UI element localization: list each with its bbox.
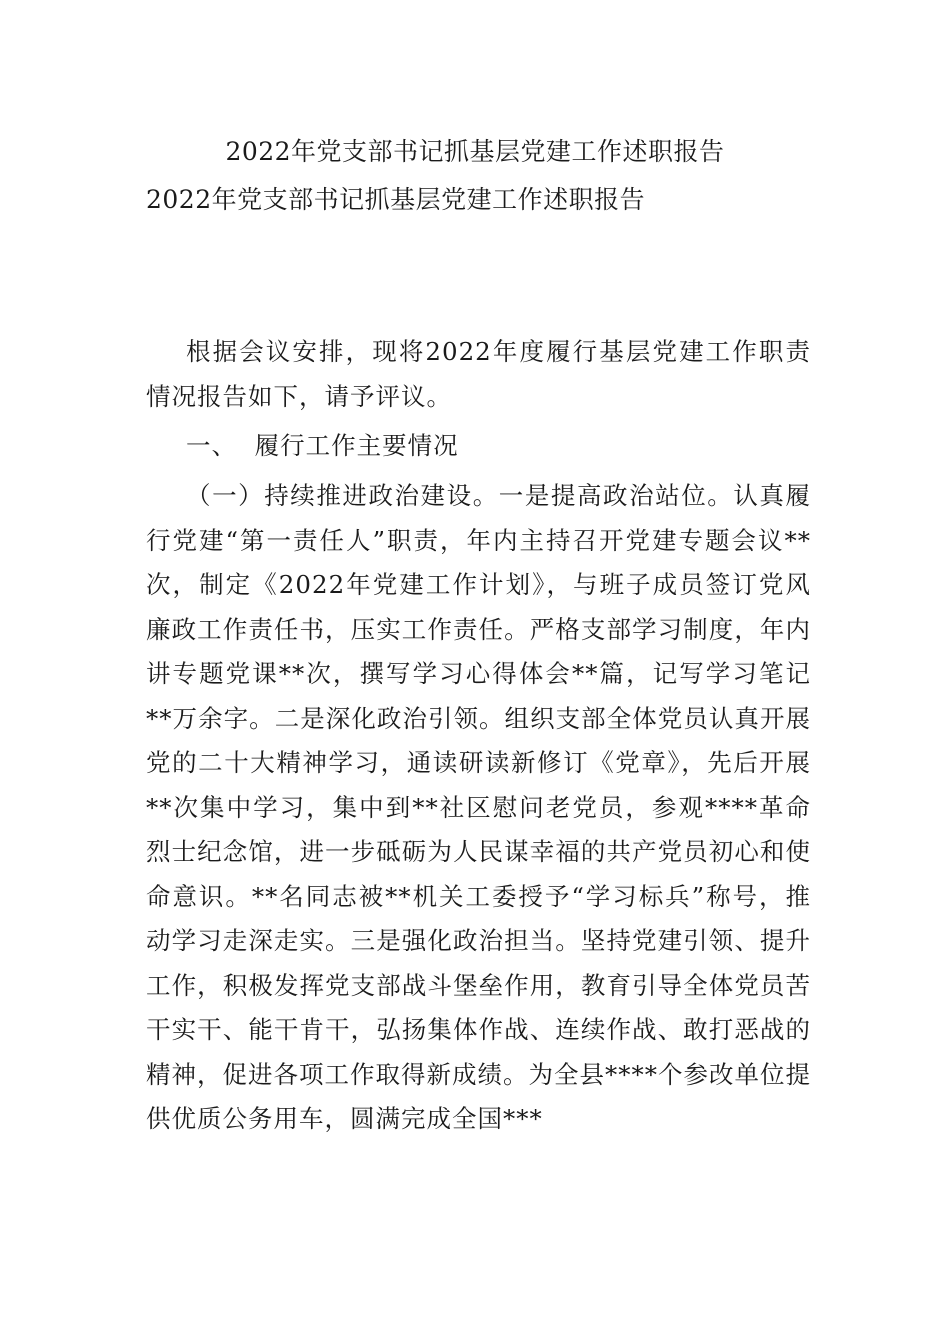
document-title-centered: 2022年党支部书记抓基层党建工作述职报告 [225,137,725,166]
intro-paragraph: 根据会议安排，现将2022年度履行基层党建工作职责情况报告如下，请予评议。 [146,337,811,411]
body-paragraph: （一）持续推进政治建设。一是提高政治站位。认真履行党建“第一责任人”职责，年内主持召开党建专题会议**次，制定《2022年党建工作计划》，与班子成员签订党风廉政工作责任书，压实工作责任。严格支部学习制度，年内讲专题党课**次，撰写学习心得体会**篇，记写学习笔记**万余字。二是深化政治引领。组织支部全体党员认真开展党的二十大精神学习，通读研读新修订《党章》，先后开展**次集中学习，集中到**社区慰问老党员，参观****革命烈士纪念馆，进一步砥砺为人民谋幸福的共产党员初心和使命意识。**名同志被**机关工委授予“学习标兵”称号，推动学习走深走实。三是强化政治担当。坚持党建引领、提升工作，积极发挥党支部战斗堡垒作用，教育引导全体党员苦干实干、能干肯干，弘扬集体作战、连续作战、敢打恶战的精神，促进各项工作取得新成绩。为全县****个参改单位提供优质公务用车，圆满完成全国*** [146,481,811,1133]
document-title-repeated: 2022年党支部书记抓基层党建工作述职报告 [146,185,646,214]
section-heading: 一、 履行工作主要情况 [186,431,459,460]
